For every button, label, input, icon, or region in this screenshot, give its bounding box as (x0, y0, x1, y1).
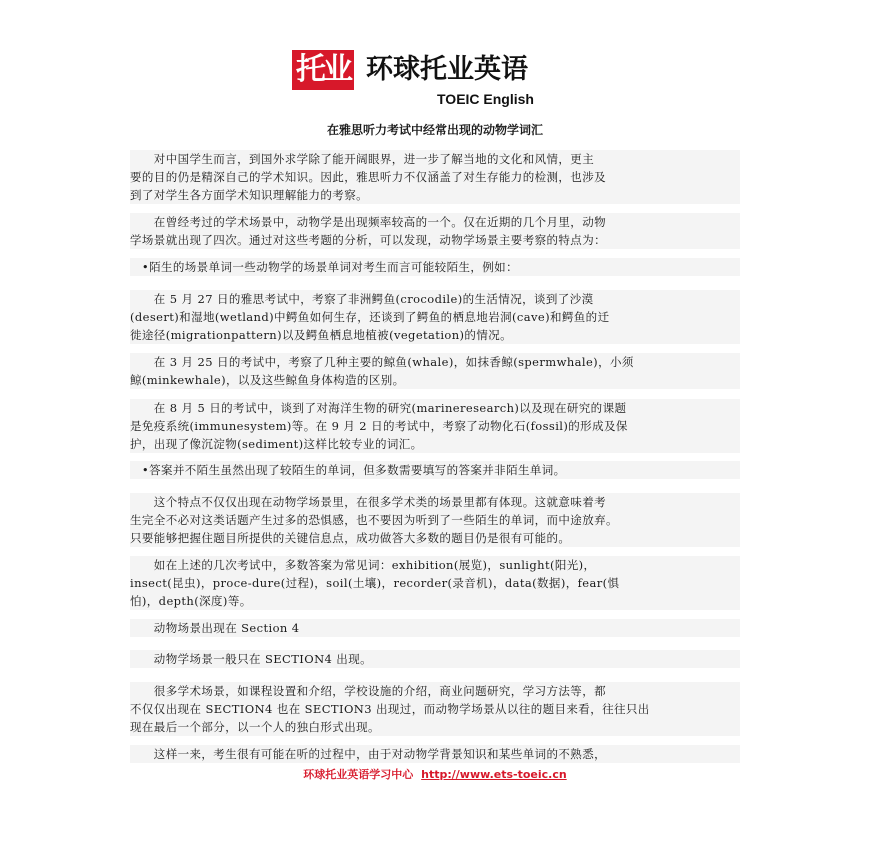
paragraph-line: 动物学场景一般只在 SECTION4 出现。 (130, 650, 740, 668)
paragraph-line: (desert)和湿地(wetland)中鳄鱼如何生存，还谈到了鳄鱼的栖息地岩洞(cave)和鳄鱼的迁 (130, 308, 740, 326)
footer-label: 环球托业英语学习中心 (303, 768, 414, 781)
paragraph-line: insect(昆虫)，proce-dure(过程)，soil(土壤)，recorder(录音机)，data(数据)，fear(惧 (130, 574, 740, 592)
paragraph-line: 只要能够把握住题目所提供的关键信息点，成功做答大多数的题目仍是很有可能的。 (130, 529, 740, 547)
paragraph (130, 213, 740, 249)
paragraph (130, 619, 740, 637)
paragraph-line: 鲸(minkewhale)，以及这些鲸鱼身体构造的区别。 (130, 371, 740, 389)
logo-mark-icon: 托业 (292, 50, 354, 90)
paragraph (130, 650, 740, 668)
footer (0, 767, 870, 783)
paragraph-line: 在 3 月 25 日的考试中，考察了几种主要的鲸鱼(whale)，如抹香鲸(spermwhale)，小须 (130, 353, 740, 371)
paragraph (130, 258, 740, 276)
paragraph (130, 150, 740, 204)
paragraph-line: 要的目的仍是精深自己的学术知识。因此，雅思听力不仅涵盖了对生存能力的检测，也涉及 (130, 168, 740, 186)
logo-name-chinese: 环球托业英语 (366, 54, 528, 85)
paragraph-line: 到了对学生各方面学术知识理解能力的考察。 (130, 186, 740, 204)
paragraph-line: 在曾经考过的学术场景中，动物学是出现频率较高的一个。仅在近期的几个月里，动物 (130, 213, 740, 231)
paragraph-line: 在 5 月 27 日的雅思考试中，考察了非洲鳄鱼(crocodile)的生活情况，谈到了沙漠 (130, 290, 740, 308)
paragraph-line: 动物场景出现在 Section 4 (130, 619, 740, 637)
paragraph (130, 556, 740, 610)
paragraph-line: 徙途径(migrationpattern)以及鳄鱼栖息地植被(vegetation)的情况。 (130, 326, 740, 344)
paragraph-line: 护，出现了像沉淀物(sediment)这样比较专业的词汇。 (130, 435, 740, 453)
paragraph-line: 对中国学生而言，到国外求学除了能开阔眼界，进一步了解当地的文化和风情，更主 (130, 150, 740, 168)
paragraph (130, 682, 740, 736)
paragraph-line: 怕)，depth(深度)等。 (130, 592, 740, 610)
document-title: 在雅思听力考试中经常出现的动物学词汇 (326, 123, 543, 137)
paragraph (130, 745, 740, 763)
paragraph (130, 353, 740, 389)
paragraph (130, 290, 740, 344)
paragraph (130, 493, 740, 547)
paragraph-line: •答案并不陌生虽然出现了较陌生的单词，但多数需要填写的答案并非陌生单词。 (130, 461, 740, 479)
paragraph-line: 现在最后一个部分，以一个人的独白形式出现。 (130, 718, 740, 736)
paragraph-line: 是免疫系统(immunesystem)等。在 9 月 2 日的考试中，考察了动物化石(fossil)的形成及保 (130, 417, 740, 435)
brand-logo (292, 48, 582, 110)
paragraph (130, 399, 740, 453)
logo-name-english: TOEIC English (437, 91, 534, 107)
footer-link[interactable]: http://www.ets-toeic.cn (421, 768, 567, 781)
paragraph (130, 461, 740, 479)
paragraph-line: •陌生的场景单词一些动物学的场景单词对考生而言可能较陌生，例如： (130, 258, 740, 276)
paragraph-line: 生完全不必对这类话题产生过多的恐惧感，也不要因为听到了一些陌生的单词，而中途放弃。 (130, 511, 740, 529)
paragraph-line: 如在上述的几次考试中，多数答案为常见词：exhibition(展览)，sunlight(阳光)， (130, 556, 740, 574)
paragraph-line: 学场景就出现了四次。通过对这些考题的分析，可以发现，动物学场景主要考察的特点为： (130, 231, 740, 249)
paragraph-line: 这个特点不仅仅出现在动物学场景里，在很多学术类的场景里都有体现。这就意味着考 (130, 493, 740, 511)
paragraph-line: 这样一来，考生很有可能在听的过程中，由于对动物学背景知识和某些单词的不熟悉， (130, 745, 740, 763)
paragraph-line: 不仅仅出现在 SECTION4 也在 SECTION3 出现过，而动物学场景从以往的题目来看，往往只出 (130, 700, 740, 718)
paragraph-line: 很多学术场景，如课程设置和介绍，学校设施的介绍，商业问题研究，学习方法等，都 (130, 682, 740, 700)
paragraph-line: 在 8 月 5 日的考试中，谈到了对海洋生物的研究(marineresearch)以及现在研究的课题 (130, 399, 740, 417)
